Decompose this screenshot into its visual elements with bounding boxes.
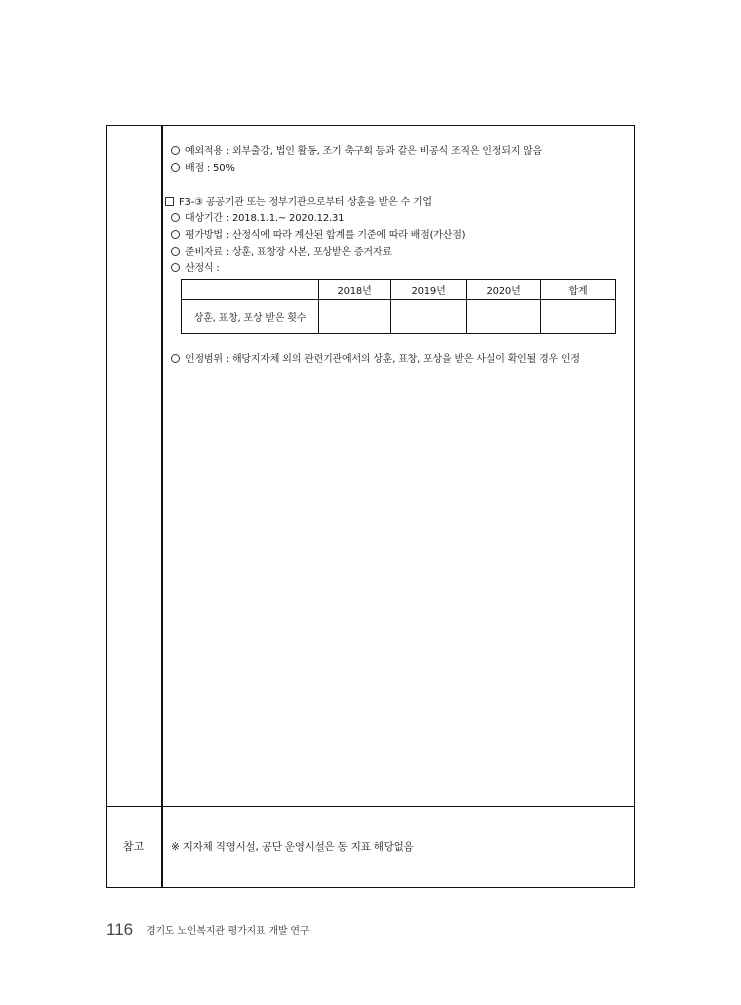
row-divider [106, 806, 635, 807]
circle-bullet-icon [171, 354, 180, 363]
circle-bullet-icon [171, 146, 180, 155]
method-line [171, 229, 465, 242]
square-bullet-icon [165, 197, 174, 206]
period-line [171, 212, 344, 225]
section-heading-text: F3-③ 공공기관 또는 정부기관으로부터 상훈을 받은 수 기업 [179, 197, 432, 208]
method-text: 평가방법 : 산정식에 따라 계산된 합계를 기준에 따라 배점(가산점) [185, 230, 466, 241]
weight-line [171, 162, 235, 175]
materials-text: 준비자료 : 상훈, 표창장 사본, 포상받은 증거자료 [185, 247, 392, 258]
reference-label: 참고 [122, 840, 145, 853]
table-header-cell [182, 280, 319, 300]
reference-text: ※ 지자체 직영시설, 공단 운영시설은 동 지표 해당없음 [171, 841, 414, 853]
exception-line [171, 145, 542, 158]
formula-line [171, 262, 220, 275]
circle-bullet-icon [171, 230, 180, 239]
table-header-cell: 2020년 [467, 280, 541, 300]
weight-text: 배점 : 50% [185, 163, 235, 174]
table-cell [319, 300, 391, 334]
exception-text: 예외적용 : 외부출강, 법인 활동, 조기 축구회 등과 같은 비공식 조직은 인정되지 않음 [185, 146, 543, 157]
section-heading [165, 196, 432, 209]
table-row [182, 300, 616, 334]
page-number: 116 [106, 920, 134, 939]
table-header-cell: 2019년 [391, 280, 467, 300]
table-header-cell: 2018년 [319, 280, 391, 300]
formula-text: 산정식 : [185, 263, 220, 274]
scope-text: 인정범위 : 해당지자체 외의 관련기관에서의 상훈, 표창, 포상을 받은 사실이 확인될 경우 인정 [185, 354, 580, 365]
table-header-row [182, 280, 616, 300]
circle-bullet-icon [171, 213, 180, 222]
table-cell [467, 300, 541, 334]
score-table [181, 279, 616, 334]
column-divider [161, 125, 163, 888]
circle-bullet-icon [171, 163, 180, 172]
document-title: 경기도 노인복지관 평가지표 개발 연구 [146, 926, 310, 937]
period-text: 대상기간 : 2018.1.1.~ 2020.12.31 [185, 213, 345, 224]
circle-bullet-icon [171, 247, 180, 256]
materials-line [171, 246, 392, 259]
table-cell [541, 300, 616, 334]
circle-bullet-icon [171, 263, 180, 272]
table-row-label: 상훈, 표창, 포상 받은 횟수 [182, 300, 319, 334]
table-header-cell: 합계 [541, 280, 616, 300]
table-cell [391, 300, 467, 334]
scope-line [171, 353, 580, 366]
